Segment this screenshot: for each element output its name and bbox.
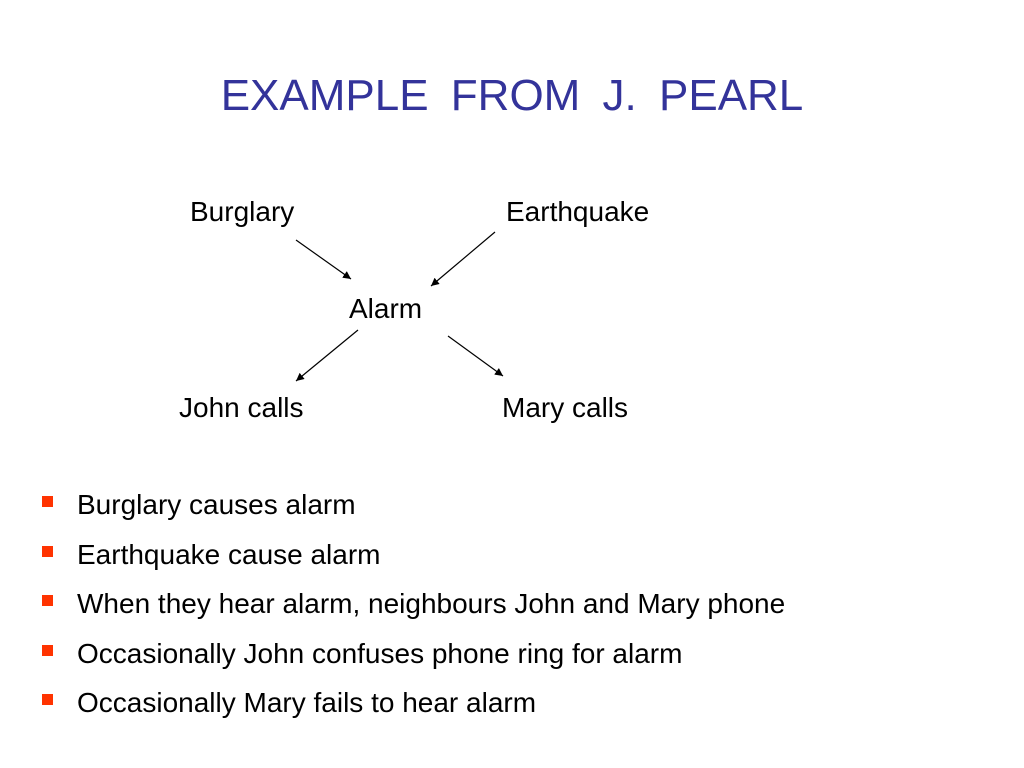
bullet-text: Occasionally John confuses phone ring for alarm	[77, 637, 683, 669]
edge-earthquake-alarm	[431, 232, 495, 286]
square-bullet-icon	[42, 496, 53, 507]
square-bullet-icon	[42, 694, 53, 705]
bullet-text: When they hear alarm, neighbours John and Mary phone	[77, 588, 786, 619]
node-earthquake: Earthquake	[506, 196, 650, 227]
bullet-text: Occasionally Mary fails to hear alarm	[77, 687, 537, 718]
edge-alarm-john-calls	[296, 330, 358, 381]
bullet-text: Burglary causes alarm	[77, 489, 356, 520]
node-mary-calls: Mary calls	[502, 392, 629, 423]
slide-title: EXAMPLE FROM J. PEARL	[220, 71, 804, 120]
node-burglary: Burglary	[190, 196, 295, 227]
square-bullet-icon	[42, 645, 53, 656]
node-john-calls: John calls	[179, 392, 304, 423]
node-alarm: Alarm	[349, 293, 423, 324]
edge-alarm-mary-calls	[448, 336, 503, 376]
square-bullet-icon	[42, 595, 53, 606]
bullet-text: Earthquake cause alarm	[77, 538, 381, 570]
edge-burglary-alarm	[296, 240, 351, 279]
square-bullet-icon	[42, 546, 53, 557]
